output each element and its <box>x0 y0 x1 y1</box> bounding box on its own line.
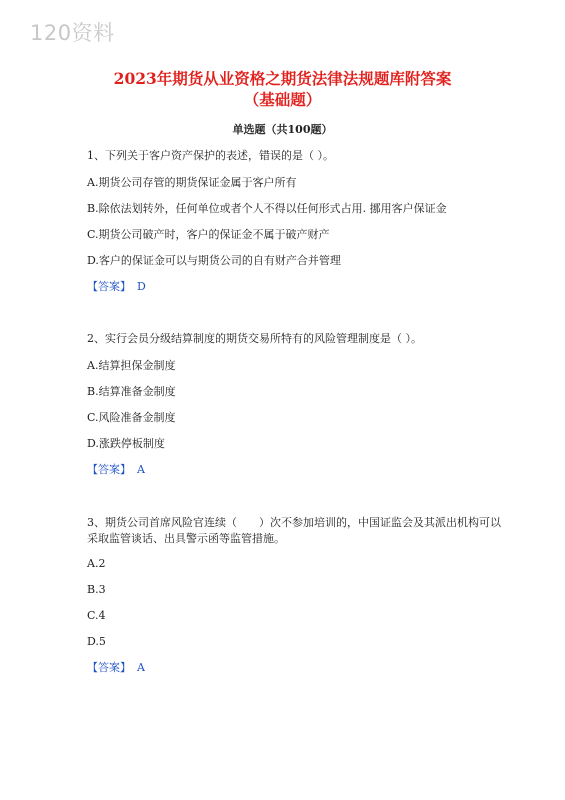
question-3-stem: 3、期货公司首席风险官连续（ ）次不参加培训的，中国证监会及其派出机构可以采取监管谈话、出具警示函等监管措施。 <box>87 516 501 545</box>
question-1-option-d: D.客户的保证金可以与期货公司的自有财产合并管理 <box>87 254 341 267</box>
question-1-option-b: B.除依法划转外，任何单位或者个人不得以任何形式占用. 挪用客户保证金 <box>87 202 447 215</box>
document-title <box>0 68 565 110</box>
title-line-1: 2023年期货从业资格之期货法律法规题库附答案 <box>113 69 452 88</box>
question-3-option-d: D.5 <box>87 635 106 648</box>
answer-label: 【答案】 <box>87 463 131 476</box>
answer-value: D <box>137 280 146 293</box>
question-1-option-a: A.期货公司存管的期货保证金属于客户所有 <box>87 176 297 189</box>
title-line-2: （基础题） <box>243 90 322 109</box>
answer-value: A <box>137 463 145 476</box>
answer-label: 【答案】 <box>87 280 131 293</box>
section-heading: 单选题（共100题） <box>232 123 333 136</box>
watermark: 120资料 <box>30 21 115 45</box>
question-1-stem: 1、下列关于客户资产保护的表述，错误的是（ ）。 <box>87 149 334 162</box>
question-1-option-c: C.期货公司破产时，客户的保证金不属于破产财产 <box>87 228 330 241</box>
question-3-option-b: B.3 <box>87 583 106 596</box>
question-2-answer <box>87 462 145 478</box>
question-3-answer <box>87 660 145 676</box>
question-2-option-a: A.结算担保金制度 <box>87 359 176 372</box>
question-3-option-c: C.4 <box>87 609 106 622</box>
question-2-option-d: D.涨跌停板制度 <box>87 437 165 450</box>
question-2-option-b: B.结算准备金制度 <box>87 385 176 398</box>
question-2-option-c: C.风险准备金制度 <box>87 411 176 424</box>
question-1-answer <box>87 279 146 295</box>
answer-label: 【答案】 <box>87 661 131 674</box>
question-3-option-a: A.2 <box>87 557 106 570</box>
question-2-stem: 2、实行会员分级结算制度的期货交易所特有的风险管理制度是（ ）。 <box>87 332 422 345</box>
answer-value: A <box>137 661 145 674</box>
